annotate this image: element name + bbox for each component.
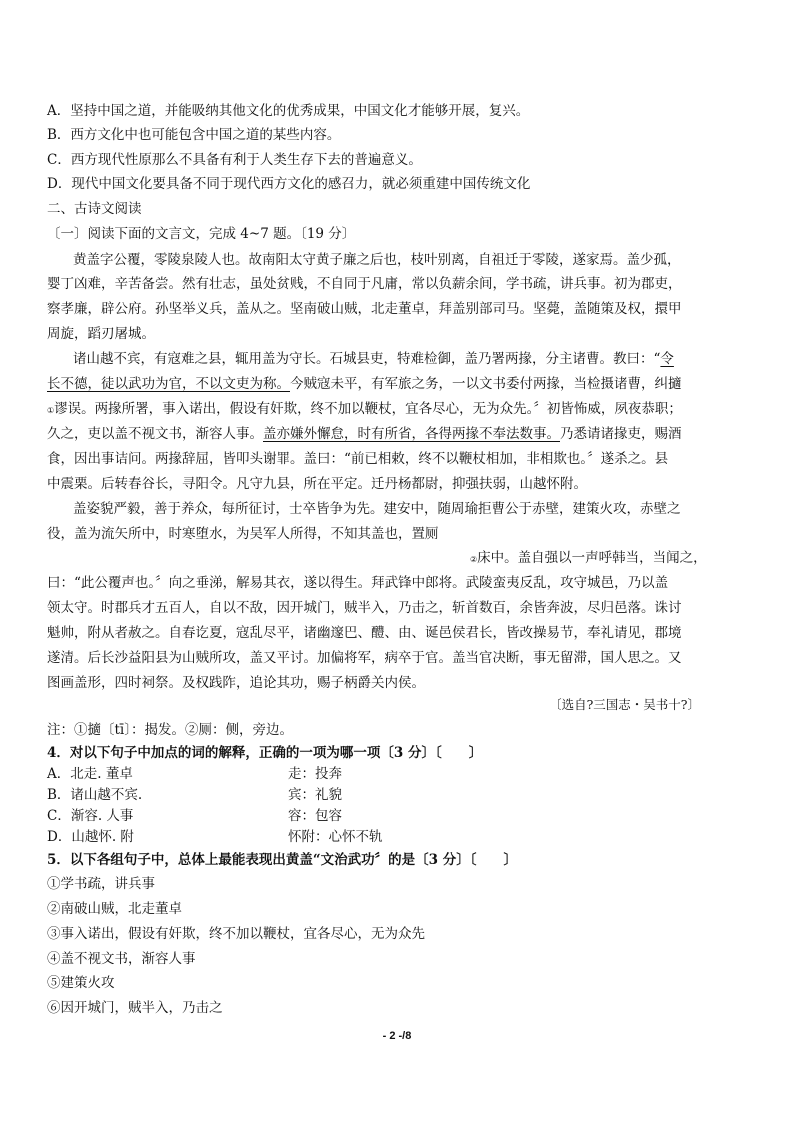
footnote-marker: ② xyxy=(470,555,478,564)
q4-option-d-sentence: D．山越怀. 附 xyxy=(47,829,134,845)
passage-p1-line4: 周旋，蹈刃屠城。 xyxy=(47,326,155,342)
q5-item-5: ⑤建策火攻 xyxy=(47,975,115,991)
q5-item-2: ②南破山贼，北走董卓 xyxy=(47,901,182,917)
question-5-stem: 5．以下各组句子中，总体上最能表现出黄盖“文治武功〞的是〔3 分〕〔 〕 xyxy=(47,852,518,868)
q4-option-a-sentence: A．北走. 董卓 xyxy=(47,766,133,782)
section-subtitle: 〔一〕阅读下面的文言文，完成 4~7 题。〔19 分〕 xyxy=(47,226,356,242)
passage-p3-line8: 图画盖形，四时祠祭。及权践阼，追论其功，赐子柄爵关内侯。 xyxy=(47,675,425,691)
passage-p3-line7: 遂清。后长沙益阳县为山贼所攻，盖又平讨。加偏将军，病卒于官。盖当官决断，事无留滞，国人思之。又 xyxy=(47,650,682,666)
passage-p2-line5: 食，因出事诘问。两掾辞屈，皆叩头谢罪。盖曰：“前已相敕，终不以鞭杖相加，非相欺也。〞遂杀之。县 xyxy=(47,451,669,467)
passage-p1-line3: 察孝廉，辟公府。孙坚举义兵，盖从之。坚南破山贼，北走董卓，拜盖别部司马。坚薨，盖随策及权，擐甲 xyxy=(47,301,682,317)
option-c: C．西方现代性原那么不具备有利于人类生存下去的普遍意义。 xyxy=(47,152,422,168)
passage-text: 床中。盖自强以一声呼韩当，当闻之， xyxy=(477,550,707,566)
option-a: A．坚持中国之道，并能吸纳其他文化的优秀成果，中国文化才能够开展，复兴。 xyxy=(47,103,530,119)
passage-p3-line2: 役，盖为流矢所中，时寒堕水，为吴军人所得，不知其盖也，置厕 xyxy=(47,526,439,542)
passage-text: 今贼寇未平，有军旅之务，一以文书委付两掾，当检摄诸曹，纠擿 xyxy=(290,376,682,392)
passage-p2-line2 xyxy=(47,374,682,394)
passage-text: 诸山越不宾，有寇难之县，辄用盖为守长。石城县吏，特难检御，盖乃署两掾，分主诸曹。教曰：“ xyxy=(73,351,661,367)
q4-option-a-meaning: 走：投奔 xyxy=(288,766,342,782)
footnote-marker: ① xyxy=(47,406,55,415)
page-number: - 2 -/8 xyxy=(382,1030,412,1042)
passage-p2-line3 xyxy=(47,399,682,419)
question-4-stem: 4．对以下句子中加点的词的解释，正确的一项为哪一项〔3 分〕〔 〕 xyxy=(47,745,483,761)
passage-p2-line6: 中震栗。后转春谷长，寻阳令。凡守九县，所在平定。迁丹杨都尉，抑强扶弱，山越怀附。 xyxy=(47,476,587,492)
underlined-sentence: 长不德，徒以武功为官，不以文吏为称。 xyxy=(47,376,290,392)
passage-text: 久之，吏以盖不视文书，渐容人事。 xyxy=(47,426,263,442)
passage-p3-line1: 盖姿貌严毅，善于养众，每所征讨，士卒皆争为先。建安中，随周瑜拒曹公于赤壁，建策火攻，赤壁之 xyxy=(73,501,681,517)
passage-p1-line1: 黄盖字公覆，零陵泉陵人也。故南阳太守黄子廉之后也，枝叶别离，自祖迁于零陵，遂家焉。盖少孤， xyxy=(73,252,681,268)
q4-option-b-sentence: B．诸山越不宾. xyxy=(47,787,143,803)
passage-source: 〔选自?三国志・吴书十?〕 xyxy=(549,697,700,712)
passage-p3-line3 xyxy=(470,548,707,568)
q5-item-6: ⑥因开城门，贼半入，乃击之 xyxy=(47,1000,223,1016)
passage-p2-line4 xyxy=(47,424,682,444)
passage-p3-line5: 领太守。时郡兵才五百人，自以不敌，因开城门，贼半入，乃击之，斩首数百，余皆奔波，尽归邑落。诛讨 xyxy=(47,600,682,616)
q4-option-c-meaning: 容：包容 xyxy=(288,808,342,824)
underlined-sentence: 令 xyxy=(660,351,674,367)
option-b: B．西方文化中也可能包含中国之道的某些内容。 xyxy=(47,127,341,143)
q4-option-c-sentence: C．渐容. 人事 xyxy=(47,808,134,824)
q4-option-d-meaning: 怀附：心怀不轨 xyxy=(288,829,383,845)
passage-p3-line6: 魁帅，附从者赦之。自春讫夏，寇乱尽平，诸幽邃巴、醴、由、诞邑侯君长，皆改操易节，奉礼请见，郡境 xyxy=(47,625,682,641)
q4-option-b-meaning: 宾：礼貌 xyxy=(288,787,342,803)
passage-text: 谬误。两掾所署，事入诺出，假设有奸欺，终不加以鞭杖，宜各尽心，无为众先。〞初皆怖威，夙夜恭职； xyxy=(54,401,682,417)
passage-p1-line2: 婴丁凶难，辛苦备尝。然有壮志，虽处贫贱，不自同于凡庸，常以负薪余间，学书疏，讲兵事。初为郡吏， xyxy=(47,276,682,292)
passage-p2-line1 xyxy=(73,349,674,369)
passage-p3-line4: 曰：“此公覆声也。〞向之垂涕，解易其衣，遂以得生。拜武锋中郎将。武陵蛮夷反乱，攻守城邑，乃以盖 xyxy=(47,575,669,591)
q5-item-3: ③事入诺出，假设有奸欺，终不加以鞭杖，宜各尽心，无为众先 xyxy=(47,926,425,942)
q5-item-4: ④盖不视文书，渐容人事 xyxy=(47,951,196,967)
passage-text: 乃悉请诸掾吏，赐酒 xyxy=(560,426,682,442)
option-d: D．现代中国文化要具备不同于现代西方文化的感召力，就必须重建中国传统文化 xyxy=(47,176,531,192)
annotation-note: 注：①擿〔tī〕：揭发。②厕：侧，旁边。 xyxy=(47,722,293,738)
underlined-sentence: 盖亦嫌外懈怠，时有所省，各得两掾不奉法数事。 xyxy=(263,426,560,442)
q5-item-1: ①学书疏，讲兵事 xyxy=(47,876,155,892)
section-title: 二、古诗文阅读 xyxy=(47,201,142,217)
